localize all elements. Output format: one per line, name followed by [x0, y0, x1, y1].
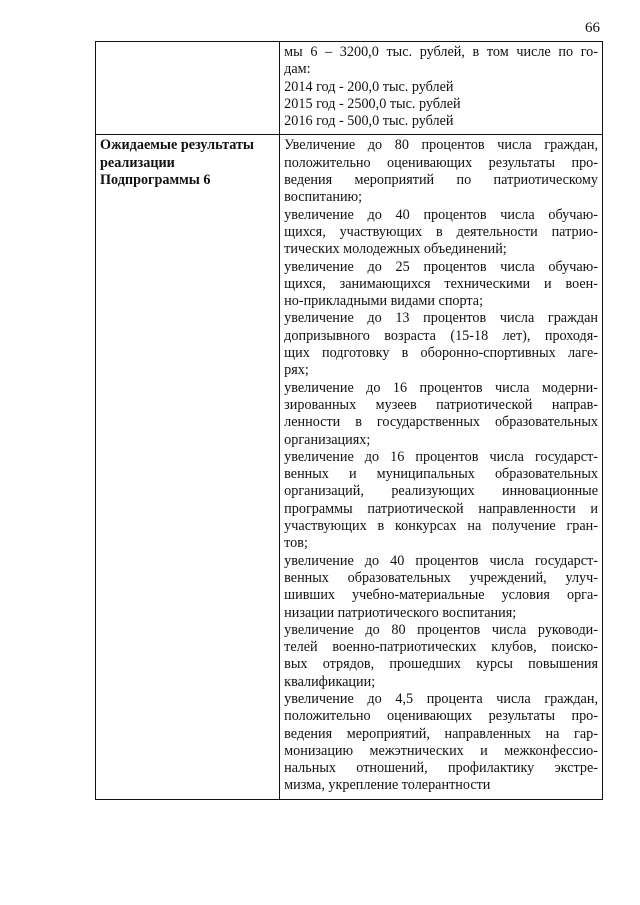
funding-value-cell [280, 42, 603, 135]
expected-results-label-line: Подпрограммы 6 [100, 172, 211, 189]
result-line: квалификации; [284, 673, 376, 690]
result-line: тов; [284, 535, 308, 552]
expected-results-label-line: Ожидаемые результаты [100, 137, 254, 154]
result-line: но-прикладными видами спорта; [284, 293, 484, 310]
funding-line: мы 6 – 3200,0 тыс. рублей, в том числе по го- [284, 44, 598, 60]
result-line: ведения мероприятий, направленных на гар- [284, 725, 598, 742]
result-line: венных и муниципальных образовательных [284, 466, 598, 483]
result-line: ведения мероприятий по патриотическому [284, 172, 598, 189]
result-line: щихся, занимающихся техническими и воен- [284, 275, 598, 292]
funding-label-cell [96, 42, 280, 135]
result-line: увеличение до 40 процентов числа государст- [284, 552, 598, 569]
expected-results-label-cell [96, 135, 280, 799]
expected-results-row [96, 135, 603, 799]
funding-line: 2015 год - 2500,0 тыс. рублей [284, 95, 461, 112]
result-line: увеличение до 16 процентов числа модерни- [284, 379, 598, 396]
result-line: увеличение до 4,5 процента числа граждан, [284, 690, 598, 707]
result-line: увеличение до 25 процентов числа обучаю- [284, 258, 598, 275]
result-line: увеличение до 80 процентов числа руководи- [284, 621, 598, 638]
result-line: положительно оценивающих результаты про- [284, 154, 598, 171]
result-line: щихся, участвующих в деятельности патрио- [284, 223, 598, 240]
result-line: программы патриотической направленности и [284, 500, 598, 517]
result-line: щих подготовку в оборонно-спортивных лаге- [284, 345, 598, 362]
result-line: нальных отношений, профилактику экстре- [284, 760, 598, 777]
result-line: увеличение до 13 процентов числа граждан [284, 310, 598, 327]
result-line: тических молодежных объединений; [284, 241, 507, 258]
result-line: организациях; [284, 431, 371, 448]
result-line: Увеличение до 80 процентов числа граждан, [284, 137, 598, 154]
result-line: увеличение до 16 процентов числа государст- [284, 448, 598, 465]
result-line: увеличение до 40 процентов числа обучаю- [284, 206, 598, 223]
expected-results-label-line: реализации [100, 154, 175, 171]
result-line: венных образовательных учреждений, улуч- [284, 569, 598, 586]
result-line: ленности в государственных образовательных [284, 414, 598, 431]
result-line: участвующих в конкурсах на получение гран- [284, 518, 598, 535]
funding-row [96, 42, 603, 135]
result-line: вых отрядов, прошедших курсы повышения [284, 656, 598, 673]
funding-line: 2016 год - 500,0 тыс. рублей [284, 113, 454, 130]
funding-line: 2014 год - 200,0 тыс. рублей [284, 78, 454, 95]
result-line: шивших учебно-материальные условия орга- [284, 587, 598, 604]
result-line: воспитанию; [284, 189, 363, 206]
result-line: зированных музеев патриотической направ- [284, 396, 598, 413]
result-line: низации патриотического воспитания; [284, 604, 517, 621]
subprogram-passport-table [95, 41, 603, 800]
result-line: мизма, укрепление толерантности [284, 777, 491, 794]
expected-results-value-cell [280, 135, 603, 799]
result-line: рях; [284, 362, 309, 379]
result-line: монизацию межэтнических и межконфессио- [284, 742, 598, 759]
page-number: 66 [585, 20, 600, 36]
result-line: положительно оценивающих результаты про- [284, 708, 598, 725]
funding-line: дам: [284, 61, 311, 78]
result-line: допризывного возраста (15-18 лет), проходя- [284, 327, 598, 344]
result-line: организаций, реализующих инновационные [284, 483, 598, 500]
result-line: телей военно-патриотических клубов, поиско- [284, 639, 598, 656]
